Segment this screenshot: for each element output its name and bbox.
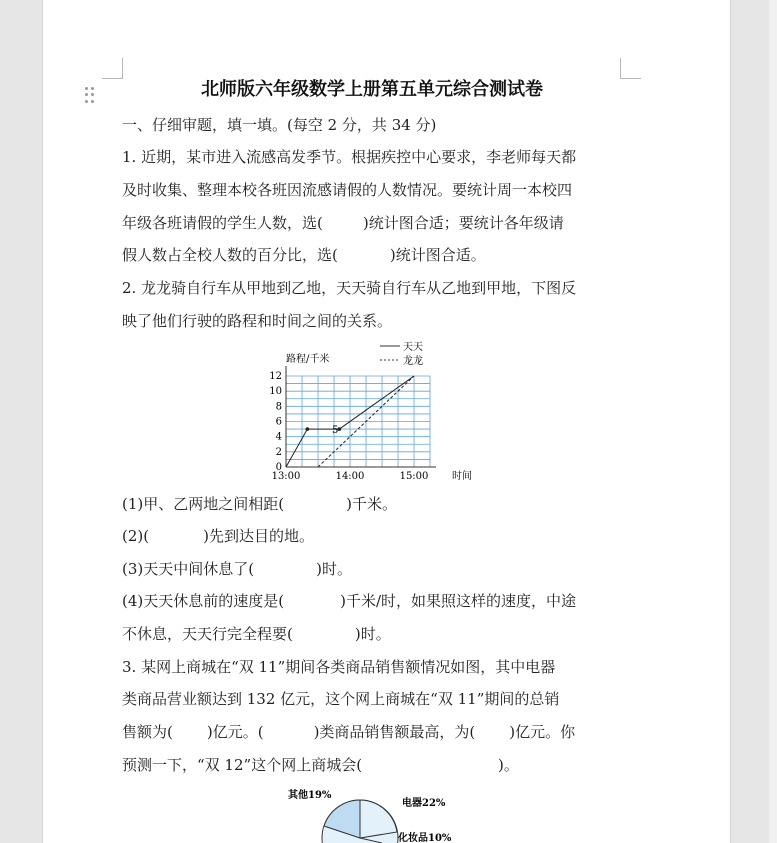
q3-line-1: 3. 某网上商城在“双 11”期间各类商品销售额情况如图，其中电器 <box>122 658 556 676</box>
q1-line-3a: 年级各班请假的学生人数，选( <box>122 214 323 232</box>
q1-line-3 <box>122 212 624 234</box>
q2-sub-4c: 不休息，天天行完全程要( <box>122 625 293 643</box>
y-tick-label: 0 <box>275 462 282 473</box>
x-tick-label: 13:00 <box>271 471 301 482</box>
q2-sub-3b: )时。 <box>316 560 352 578</box>
y-tick-label: 2 <box>275 446 282 458</box>
document-title: 北师版六年级数学上册第五单元综合测试卷 <box>201 79 543 100</box>
x-tick-label: 14:00 <box>335 471 365 482</box>
series-point <box>306 427 310 431</box>
margin-corner-top-left <box>102 58 123 79</box>
q2-sub-4-cont <box>122 623 624 645</box>
q3-line-3a: 售额为( <box>122 723 173 741</box>
pie-label-other: 其他19% <box>288 790 332 801</box>
q1-line-4 <box>122 244 624 266</box>
sales-pie-chart <box>270 782 500 843</box>
x-tick-label: 15:00 <box>399 471 429 482</box>
y-tick-label: 8 <box>275 401 282 413</box>
drag-handle-icon[interactable] <box>85 87 95 103</box>
pie-label-cosmetics: 化妆品10% <box>398 833 452 843</box>
vertical-scrollbar[interactable] <box>769 0 777 843</box>
q2-sub-4b: )千米/时，如果照这样的速度，中途 <box>340 592 577 610</box>
chart-ticks <box>269 371 428 482</box>
section-heading: 一、仔细审题，填一填。(每空 2 分，共 34 分) <box>122 116 437 134</box>
q3-line-3c: )类商品销售额最高，为( <box>313 723 476 741</box>
q1-line-1: 1. 近期，某市进入流感高发季节。根据疾控中心要求，李老师每天都 <box>122 148 577 166</box>
q3-line-3b: )亿元。( <box>206 723 264 741</box>
q1-line-4a: 假人数占全校人数的百分比，选( <box>122 246 338 264</box>
pie-label-electric: 电器22% <box>402 798 446 809</box>
q2-sub-1a: (1)甲、乙两地之间相距( <box>122 495 285 513</box>
q2-sub-4d: )时。 <box>354 625 391 643</box>
q2-line-2: 映了他们行驶的路程和时间之间的关系。 <box>122 312 393 330</box>
q1-line-4b: )统计图合适。 <box>389 246 486 264</box>
q3-line-3d: )亿元。你 <box>509 723 576 741</box>
q1-line-2: 及时收集、整理本校各班因流感请假的人数情况。要统计周一本校四 <box>122 181 573 199</box>
q2-sub-3 <box>122 558 624 580</box>
q3-line-2: 类商品营业额达到 132 亿元，这个网上商城在“双 11”期间的总销 <box>122 690 560 708</box>
pie-slice-electric <box>360 800 397 838</box>
chart-xlabel: 时间 <box>452 471 472 482</box>
distance-time-chart <box>262 340 492 488</box>
q2-sub-2b: )先到达目的地。 <box>203 527 314 545</box>
legend-tiantian: 天天 <box>403 342 423 353</box>
point-label: 5 <box>332 425 339 436</box>
q3-line-4a: 预测一下，“双 12”这个网上商城会( <box>122 756 363 774</box>
chart-grid <box>286 366 436 467</box>
q1-line-3b: )统计图合适；要统计各年级请 <box>362 214 564 232</box>
q2-sub-1b: )千米。 <box>346 495 397 513</box>
q2-sub-4 <box>122 590 624 612</box>
y-tick-label: 12 <box>269 371 282 382</box>
margin-corner-top-right <box>620 58 641 79</box>
q3-line-4b: )。 <box>498 756 519 774</box>
q2-sub-4a: (4)天天休息前的速度是( <box>122 592 285 610</box>
chart-ylabel: 路程/千米 <box>286 354 330 365</box>
legend-longlong: 龙龙 <box>403 356 423 367</box>
q2-sub-1 <box>122 493 624 515</box>
y-tick-label: 10 <box>269 386 282 398</box>
q2-sub-3a: (3)天天中间休息了( <box>122 560 255 578</box>
q2-sub-2a: (2)( <box>122 527 150 545</box>
y-tick-label: 6 <box>275 416 282 428</box>
q2-sub-2 <box>122 525 624 547</box>
q3-line-4 <box>122 754 624 776</box>
y-tick-label: 4 <box>275 431 282 443</box>
q2-line-1: 2. 龙龙骑自行车从甲地到乙地，天天骑自行车从乙地到甲地，下图反 <box>122 279 577 297</box>
q3-line-3 <box>122 721 624 743</box>
